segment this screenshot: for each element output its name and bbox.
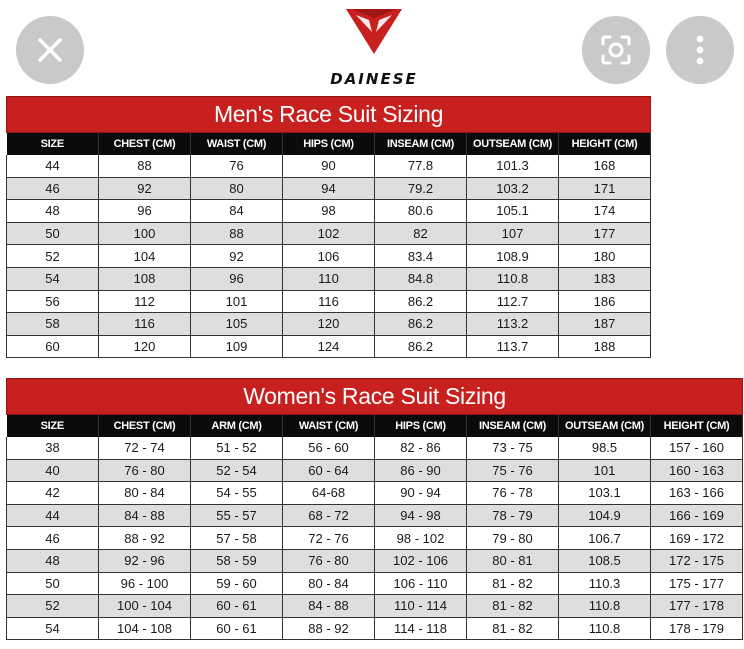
table-cell: 108.9 [467, 245, 559, 268]
table-cell: 177 [559, 222, 651, 245]
table-cell: 84 [191, 200, 283, 223]
table-cell: 58 - 59 [191, 549, 283, 572]
table-cell: 104.9 [559, 504, 651, 527]
column-header: OUTSEAM (CM) [559, 415, 651, 437]
table-cell: 52 [7, 595, 99, 618]
table-cell: 72 - 74 [99, 437, 191, 460]
table-cell: 46 [7, 527, 99, 550]
table-cell: 80 - 81 [467, 549, 559, 572]
table-cell: 51 - 52 [191, 437, 283, 460]
table-row [7, 313, 651, 336]
womens-table-body [7, 437, 743, 640]
table-cell: 81 - 82 [467, 617, 559, 640]
table-row [7, 267, 651, 290]
table-cell: 82 - 86 [375, 437, 467, 460]
table-cell: 76 - 78 [467, 482, 559, 505]
table-cell: 92 - 96 [99, 549, 191, 572]
table-row [7, 290, 651, 313]
table-row [7, 549, 743, 572]
table-cell: 103.2 [467, 177, 559, 200]
table-cell: 50 [7, 222, 99, 245]
womens-header-row [7, 415, 743, 437]
mens-sizing-table [6, 96, 651, 358]
close-icon [35, 35, 65, 65]
table-cell: 73 - 75 [467, 437, 559, 460]
table-cell: 84.8 [375, 267, 467, 290]
womens-sizing-table [6, 378, 743, 640]
table-cell: 94 - 98 [375, 504, 467, 527]
table-cell: 60 - 61 [191, 595, 283, 618]
table-row [7, 572, 743, 595]
table-cell: 102 [283, 222, 375, 245]
table-cell: 54 [7, 267, 99, 290]
table-cell: 120 [99, 335, 191, 358]
table-cell: 60 - 64 [283, 459, 375, 482]
table-cell: 86.2 [375, 335, 467, 358]
table-cell: 88 - 92 [283, 617, 375, 640]
table-cell: 64-68 [283, 482, 375, 505]
table-cell: 187 [559, 313, 651, 336]
table-cell: 112.7 [467, 290, 559, 313]
table-cell: 79.2 [375, 177, 467, 200]
table-cell: 101.3 [467, 155, 559, 178]
table-cell: 88 [99, 155, 191, 178]
table-cell: 48 [7, 200, 99, 223]
table-cell: 52 [7, 245, 99, 268]
column-header: OUTSEAM (CM) [467, 133, 559, 155]
table-cell: 171 [559, 177, 651, 200]
table-cell: 168 [559, 155, 651, 178]
table-cell: 60 [7, 335, 99, 358]
table-cell: 110.8 [467, 267, 559, 290]
table-cell: 81 - 82 [467, 572, 559, 595]
table-cell: 80 - 84 [99, 482, 191, 505]
table-cell: 76 - 80 [99, 459, 191, 482]
table-cell: 86 - 90 [375, 459, 467, 482]
table-cell: 112 [99, 290, 191, 313]
table-cell: 106 - 110 [375, 572, 467, 595]
lens-icon [599, 33, 633, 67]
table-cell: 177 - 178 [651, 595, 743, 618]
table-cell: 103.1 [559, 482, 651, 505]
table-cell: 82 [375, 222, 467, 245]
table-cell: 96 [99, 200, 191, 223]
table-cell: 86.2 [375, 313, 467, 336]
column-header: INSEAM (CM) [375, 133, 467, 155]
table-cell: 108 [99, 267, 191, 290]
column-header: HEIGHT (CM) [651, 415, 743, 437]
column-header: HIPS (CM) [283, 133, 375, 155]
table-cell: 106 [283, 245, 375, 268]
table-cell: 79 - 80 [467, 527, 559, 550]
table-cell: 98 [283, 200, 375, 223]
table-cell: 38 [7, 437, 99, 460]
table-row [7, 437, 743, 460]
table-cell: 116 [99, 313, 191, 336]
table-cell: 55 - 57 [191, 504, 283, 527]
table-row [7, 482, 743, 505]
brand-wordmark: DAINESE [330, 70, 418, 88]
table-cell: 80 - 84 [283, 572, 375, 595]
table-cell: 92 [99, 177, 191, 200]
column-header: SIZE [7, 415, 99, 437]
table-cell: 98 - 102 [375, 527, 467, 550]
table-cell: 160 - 163 [651, 459, 743, 482]
table-cell: 50 [7, 572, 99, 595]
mens-table-title: Men's Race Suit Sizing [7, 97, 651, 133]
table-cell: 76 [191, 155, 283, 178]
table-cell: 109 [191, 335, 283, 358]
table-cell: 104 [99, 245, 191, 268]
table-cell: 178 - 179 [651, 617, 743, 640]
table-cell: 108.5 [559, 549, 651, 572]
table-cell: 106.7 [559, 527, 651, 550]
column-header: INSEAM (CM) [467, 415, 559, 437]
table-row [7, 245, 651, 268]
column-header: WAIST (CM) [191, 133, 283, 155]
table-cell: 86.2 [375, 290, 467, 313]
column-header: CHEST (CM) [99, 415, 191, 437]
table-cell: 163 - 166 [651, 482, 743, 505]
table-cell: 77.8 [375, 155, 467, 178]
table-cell: 54 [7, 617, 99, 640]
table-cell: 113.2 [467, 313, 559, 336]
table-cell: 107 [467, 222, 559, 245]
table-cell: 113.7 [467, 335, 559, 358]
table-cell: 72 - 76 [283, 527, 375, 550]
visual-search-button[interactable] [582, 16, 650, 84]
table-cell: 46 [7, 177, 99, 200]
table-cell: 124 [283, 335, 375, 358]
table-cell: 56 - 60 [283, 437, 375, 460]
table-cell: 90 - 94 [375, 482, 467, 505]
table-cell: 175 - 177 [651, 572, 743, 595]
table-cell: 44 [7, 504, 99, 527]
table-cell: 110.8 [559, 617, 651, 640]
table-cell: 105.1 [467, 200, 559, 223]
table-row [7, 527, 743, 550]
table-cell: 92 [191, 245, 283, 268]
table-cell: 98.5 [559, 437, 651, 460]
table-cell: 110 [283, 267, 375, 290]
table-cell: 101 [559, 459, 651, 482]
table-row [7, 200, 651, 223]
table-cell: 104 - 108 [99, 617, 191, 640]
more-options-button[interactable] [666, 16, 734, 84]
table-cell: 94 [283, 177, 375, 200]
table-cell: 110 - 114 [375, 595, 467, 618]
table-cell: 48 [7, 549, 99, 572]
table-cell: 42 [7, 482, 99, 505]
table-cell: 172 - 175 [651, 549, 743, 572]
table-cell: 186 [559, 290, 651, 313]
table-cell: 52 - 54 [191, 459, 283, 482]
table-cell: 174 [559, 200, 651, 223]
mens-header-row [7, 133, 651, 155]
table-cell: 76 - 80 [283, 549, 375, 572]
table-row [7, 504, 743, 527]
table-cell: 58 [7, 313, 99, 336]
table-row [7, 459, 743, 482]
table-cell: 44 [7, 155, 99, 178]
table-cell: 96 - 100 [99, 572, 191, 595]
table-cell: 166 - 169 [651, 504, 743, 527]
table-row [7, 155, 651, 178]
table-cell: 83.4 [375, 245, 467, 268]
brand-logo [316, 6, 432, 90]
column-header: HIPS (CM) [375, 415, 467, 437]
table-row [7, 335, 651, 358]
table-cell: 54 - 55 [191, 482, 283, 505]
table-cell: 40 [7, 459, 99, 482]
table-cell: 88 - 92 [99, 527, 191, 550]
table-cell: 75 - 76 [467, 459, 559, 482]
table-cell: 110.3 [559, 572, 651, 595]
table-cell: 116 [283, 290, 375, 313]
table-cell: 88 [191, 222, 283, 245]
more-vertical-icon [694, 33, 706, 67]
table-cell: 183 [559, 267, 651, 290]
table-cell: 84 - 88 [99, 504, 191, 527]
table-cell: 90 [283, 155, 375, 178]
column-header: WAIST (CM) [283, 415, 375, 437]
table-cell: 120 [283, 313, 375, 336]
table-cell: 59 - 60 [191, 572, 283, 595]
table-cell: 80 [191, 177, 283, 200]
table-cell: 110.8 [559, 595, 651, 618]
column-header: SIZE [7, 133, 99, 155]
table-cell: 105 [191, 313, 283, 336]
table-cell: 80.6 [375, 200, 467, 223]
table-cell: 169 - 172 [651, 527, 743, 550]
table-row [7, 177, 651, 200]
table-cell: 102 - 106 [375, 549, 467, 572]
mens-table-body [7, 155, 651, 358]
dainese-devil-icon [316, 6, 432, 66]
table-cell: 68 - 72 [283, 504, 375, 527]
table-row [7, 595, 743, 618]
table-row [7, 617, 743, 640]
table-cell: 101 [191, 290, 283, 313]
table-cell: 96 [191, 267, 283, 290]
table-cell: 157 - 160 [651, 437, 743, 460]
table-cell: 84 - 88 [283, 595, 375, 618]
table-cell: 56 [7, 290, 99, 313]
column-header: HEIGHT (CM) [559, 133, 651, 155]
table-cell: 180 [559, 245, 651, 268]
table-cell: 78 - 79 [467, 504, 559, 527]
column-header: ARM (CM) [191, 415, 283, 437]
table-cell: 188 [559, 335, 651, 358]
table-cell: 100 [99, 222, 191, 245]
womens-table-title: Women's Race Suit Sizing [7, 379, 743, 415]
table-cell: 114 - 118 [375, 617, 467, 640]
table-cell: 57 - 58 [191, 527, 283, 550]
table-cell: 81 - 82 [467, 595, 559, 618]
table-cell: 60 - 61 [191, 617, 283, 640]
table-cell: 100 - 104 [99, 595, 191, 618]
column-header: CHEST (CM) [99, 133, 191, 155]
table-row [7, 222, 651, 245]
close-button[interactable] [16, 16, 84, 84]
